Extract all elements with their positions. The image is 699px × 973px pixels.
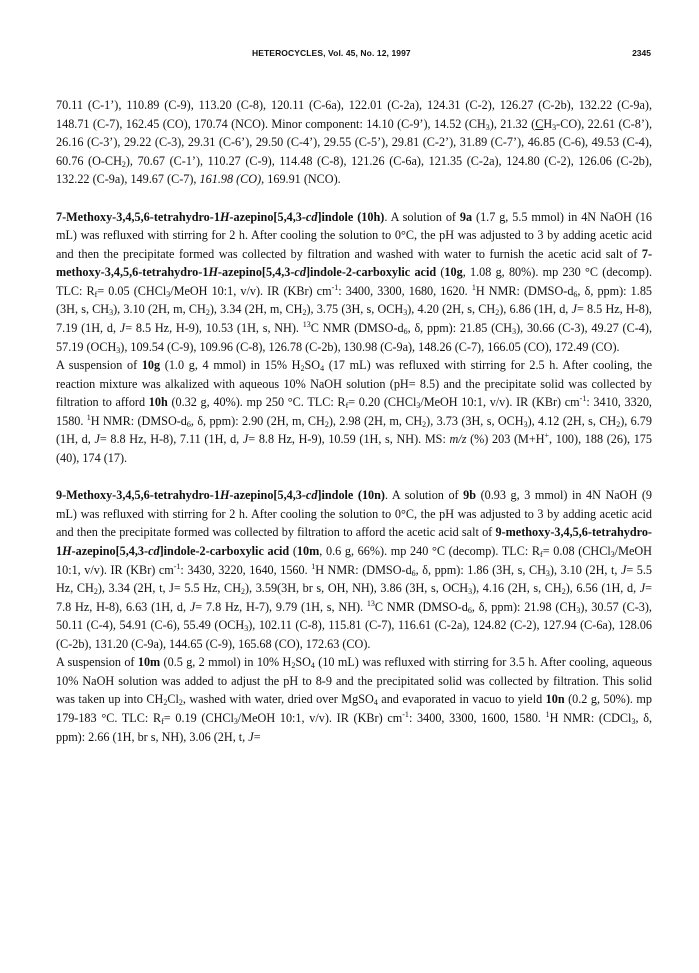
journal-citation: HETEROCYCLES, Vol. 45, No. 12, 1997 <box>252 48 411 58</box>
article-body <box>56 96 652 746</box>
paragraph-10n-hydrolysis: A suspension of 10m (0.5 g, 2 mmol) in 10% $H_2SO_4$ (10 mL) was refluxed with stirring for 3.5 h. After cooling, aqueous 10% NaOH solution was added to adjust the pH to 8-9 and the precipitated solid was collected by filtration. This solid was taken up into $CH_2Cl_2$, washed with water, dried over MgSO$_4$ and evaporated in vacuo to yield 10n (0.2 g, 50%). mp 179-183 °C. TLC: $R_f= 0.19$ (CHCl$_3$/MeOH 10:1, v/v). IR (KBr) $cm^{-1}$: 3400, 3300, 1600, 1580. $^1$H NMR: (CDCl$_3$, δ, ppm): 2.66 (1H, br s, NH), 3.06 (2H, t, J= <box>56 655 653 744</box>
paragraph-compound-10n: 9-Methoxy-3,4,5,6-tetrahydro-1H-azepino[5,4,3-cd]indole (10n). A solution of 9b (0.93 g, 3 mmol) in 4N NaOH (9 mL) was refluxed with stirring for 2 h. After cooling the solution to 0°C, the pH was adjusted to 3 by adding acetic acid and then the precipitate formed was collected by filtration to afford the acetic acid salt of 9-methoxy-3,4,5,6-tetrahydro-1H-azepino[5,4,3-cd]indole-2-carboxylic acid (10m, 0.6 g, 66%). mp 240 °C (decomp). TLC: $R_f= 0.08$ (CHCl$_3$/MeOH 10:1, v/v). IR (KBr) $cm^{-1}$: 3430, 3220, 1640, 1560. $^1$H NMR: ($DMSO-d_6$, δ, ppm): 1.86 (3H, s, $CH_3$), 3.10 (2H, t, J= 5.5 Hz, $CH_2$), 3.34 (2H, t, J= 5.5 Hz, $CH_2$), 3.59(3H, br s, OH, NH), 3.86 (3H, s, $OCH_3$), 4.16 (2H, s, $CH_2$), 6.56 (1H, d, J= 7.8 Hz, H-8), 6.63 (1H, d, J= 7.8 Hz, H-7), 9.79 (1H, s, NH). $^{13}$C NMR ($DMSO-d_6$, δ, ppm): 21.98 $(CH_3)$, 30.57 (C-3), 50.11 (C-4), 54.91 (C-6), 55.49 $(OCH_3)$, 102.11 (C-8), 115.81 (C-7), 116.61 (C-2a), 124.82 (C-2), 127.94 (C-6a), 128.06 (C-2b), 131.20 (C-9a), 144.65 (C-9), 165.68 (CO), 172.63 (CO). <box>56 488 653 651</box>
paragraph-10h-hydrolysis: A suspension of 10g (1.0 g, 4 mmol) in 15% $H_2SO_4$ (17 mL) was refluxed with stirring for 2.5 h. After cooling, the reaction mixture was alkalized with aqueous 10% NaOH solution (pH= 8.5) and the precipitate solid was collected by filtration to afford 10h (0.32 g, 40%). mp 250 °C. TLC: $R_f= 0.20$ (CHCl$_3$/MeOH 10:1, v/v). IR (KBr) $cm^{-1}$: 3410, 3320, 1580. $^1$H NMR: ($DMSO-d_6$, δ, ppm): 2.90 (2H, m, $CH_2$), 2.98 (2H, m, $CH_2$), 3.73 (3H, s, $OCH_3$), 4.12 (2H, s, $CH_2$), 6.79 (1H, d, J= 8.8 Hz, H-8), 7.11 (1H, d, J= 8.8 Hz, H-9), 10.59 (1H, s, NH). MS: m/z (%) 203 (M+H+, 100), 188 (26), 175 (40), 174 (17). <box>56 358 652 465</box>
page-number: 2345 <box>632 48 651 58</box>
paragraph-compound-10h: 7-Methoxy-3,4,5,6-tetrahydro-1H-azepino[5,4,3-cd]indole (10h). A solution of 9a (1.7 g, 5.5 mmol) in 4N NaOH (16 mL) was refluxed with stirring for 2 h. After cooling the solution to 0°C, the pH was adjusted to 3 by adding acetic acid and then the precipitate formed was collected by filtration and washed with water to furnish the acetic acid salt of 7-methoxy-3,4,5,6-tetrahydro-1H-azepino[5,4,3-cd]indole-2-carboxylic acid (10g, 1.08 g, 80%). mp 230 °C (decomp). TLC: $R_f= 0.05$ (CHCl$_3$/MeOH 10:1, v/v). IR (KBr) $cm^{-1}$: 3400, 3300, 1680, 1620. $^1$H NMR: ($DMSO-d_6$, δ, ppm): 1.85 (3H, s, $CH_3$), 3.10 (2H, m, $CH_2$), 3.34 (2H, m, $CH_2$), 3.75 (3H, s, $OCH_3$), 4.20 (2H, s, $CH_2$), 6.86 (1H, d, J= 8.5 Hz, H-8), 7.19 (1H, d, J= 8.5 Hz, H-9), 10.53 (1H, s, NH). $^{13}$C NMR ($DMSO-d_6$, δ, ppm): 21.85 $(CH_3)$, 30.66 (C-3), 49.27 (C-4), 57.19 $(OCH_3)$, 109.54 (C-9), 109.96 (C-8), 126.78 (C-2b), 130.98 (C-9a), 148.26 (C-7), 166.05 (CO), 172.49 (CO). <box>56 209 653 355</box>
running-header <box>252 48 651 62</box>
paragraph-13c-data-continued: 70.11 (C-1’), 110.89 (C-9), 113.20 (C-8), 120.11 (C-6a), 122.01 (C-2a), 124.31 (C-2), 126.27 (C-2b), 132.22 (C-9a), 148.71 (C-7), 162.45 (CO), 170.74 (NCO). Minor component: 14.10 (C-9’), 14.52 $(CH_3)$, 21.32 $(CH_3-CO)$, 22.61 (C-8’), 26.16 (C-3’), 29.22 (C-3), 29.31 (C-6’), 29.50 (C-4’), 29.55 (C-5’), 29.81 (C-2’), 31.89 (C-7’), 46.85 (C-6), 49.53 (C-4), 60.76 $(O-CH_2)$, 70.67 (C-1’), 110.27 (C-9), 114.48 (C-8), 121.26 (C-6a), 121.35 (C-2a), 124.80 (C-2), 126.06 (C-2b), 132.22 (C-9a), 149.67 (C-7), 161.98 (CO), 169.91 (NCO). <box>56 98 652 187</box>
